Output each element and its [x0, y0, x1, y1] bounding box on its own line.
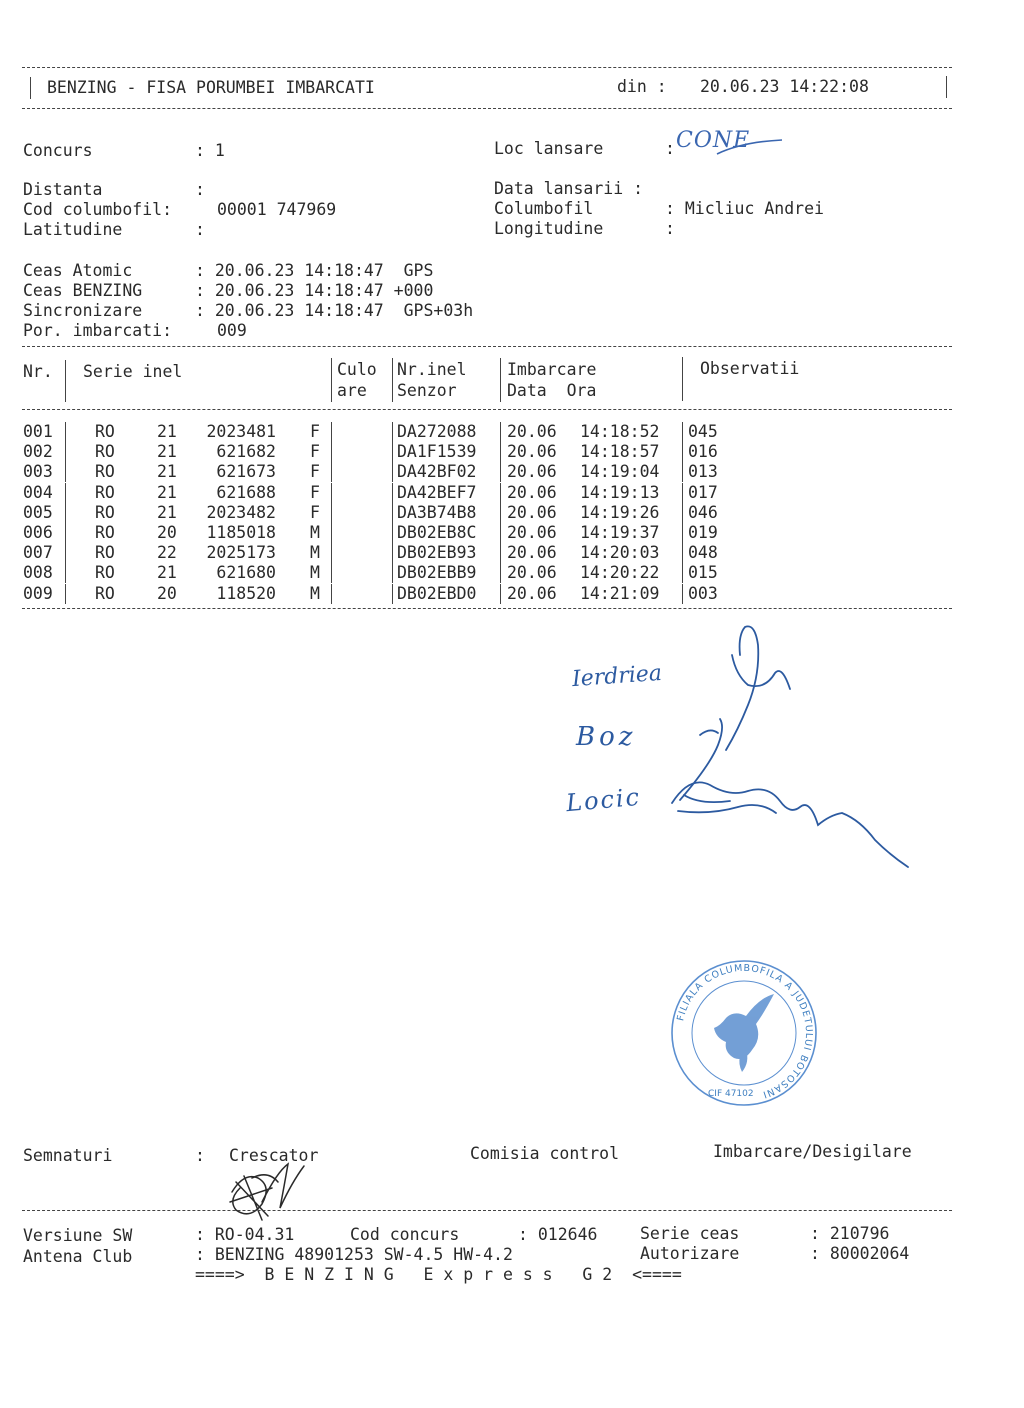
table-row — [0, 442, 1024, 462]
row-divider — [682, 483, 683, 503]
row-divider — [500, 543, 501, 563]
crescator-signature — [222, 1142, 332, 1232]
row-divider — [331, 584, 332, 604]
row-divider — [331, 563, 332, 583]
row-divider — [392, 503, 393, 523]
row-divider — [331, 503, 332, 523]
handwritten-note-1: Ierdriea — [571, 660, 663, 693]
row-country: RO — [95, 482, 115, 502]
club-stamp — [664, 958, 824, 1108]
row-ring: 2023482 — [206, 502, 276, 522]
row-divider — [682, 523, 683, 543]
row-date: 20.06 — [507, 563, 557, 583]
cod-columbofil-value: 00001 747969 — [217, 200, 337, 219]
row-obs: 013 — [688, 462, 718, 482]
row-date: 20.06 — [507, 442, 557, 462]
row-country: RO — [95, 543, 115, 563]
row-divider — [65, 503, 66, 523]
row-country: RO — [95, 502, 115, 522]
columbofil-label: Columbofil — [494, 199, 594, 218]
row-divider — [65, 442, 66, 462]
serie-ceas-value: : 210796 — [810, 1224, 890, 1243]
row-divider — [65, 422, 66, 442]
ceas-benzing-value: : 20.06.23 14:18:47 +000 — [195, 281, 434, 300]
col-header-serie: Serie inel — [83, 362, 183, 381]
loc-lansare-label: Loc lansare — [494, 139, 604, 158]
row-sex: F — [310, 462, 320, 482]
row-nr: 008 — [23, 563, 53, 583]
col-divider-nr — [65, 360, 66, 402]
col-header-observatii: Observatii — [700, 359, 800, 378]
row-sex: M — [310, 563, 320, 583]
row-time: 14:19:04 — [580, 462, 660, 482]
row-sex: M — [310, 543, 320, 563]
row-divider — [392, 462, 393, 482]
concurs-label: Concurs — [23, 141, 93, 160]
row-divider — [500, 503, 501, 523]
row-year: 20 — [157, 523, 177, 542]
row-time: 14:21:09 — [580, 583, 660, 603]
row-divider — [331, 543, 332, 563]
row-date: 20.06 — [507, 543, 557, 563]
row-ring: 621682 — [216, 442, 276, 462]
row-obs: 015 — [688, 563, 718, 583]
ceas-benzing-label: Ceas BENZING — [23, 281, 143, 300]
row-sensor: DB02EB93 — [397, 543, 477, 563]
row-divider — [392, 543, 393, 563]
row-obs: 046 — [688, 502, 718, 522]
row-ring: 118520 — [216, 583, 276, 603]
row-country: RO — [95, 462, 115, 482]
sincronizare-label: Sincronizare — [23, 301, 143, 320]
col-header-imbarcare-1: Imbarcare — [507, 360, 597, 379]
col-header-nrinel-1: Nr.inel — [397, 360, 467, 379]
row-divider — [682, 503, 683, 523]
signature-scribbles — [560, 615, 920, 885]
ceas-atomic-value: : 20.06.23 14:18:47 GPS — [195, 261, 434, 280]
header-left-bar — [30, 77, 31, 99]
row-year: 21 — [157, 422, 177, 441]
row-obs: 019 — [688, 523, 718, 542]
row-ring: 621688 — [216, 482, 276, 502]
row-sensor: DA42BF02 — [397, 462, 477, 482]
row-divider — [392, 584, 393, 604]
serie-ceas-label: Serie ceas — [640, 1224, 740, 1243]
row-divider — [392, 483, 393, 503]
row-divider — [500, 422, 501, 442]
semnaturi-colon: : — [195, 1146, 205, 1165]
row-time: 14:19:37 — [580, 523, 660, 542]
row-date: 20.06 — [507, 462, 557, 482]
table-row — [0, 584, 1024, 604]
row-sex: M — [310, 583, 320, 603]
row-divider — [65, 543, 66, 563]
longitudine-value: : — [665, 219, 675, 238]
row-divider — [500, 442, 501, 462]
row-date: 20.06 — [507, 422, 557, 441]
row-divider — [331, 462, 332, 482]
row-divider — [500, 462, 501, 482]
semnaturi-label: Semnaturi — [23, 1146, 113, 1165]
row-country: RO — [95, 563, 115, 583]
col-header-culoare-1: Culo — [337, 360, 377, 379]
col-divider-observatii — [682, 357, 683, 401]
row-divider — [500, 563, 501, 583]
row-ring: 2023481 — [206, 422, 276, 441]
row-divider — [65, 462, 66, 482]
row-country: RO — [95, 583, 115, 603]
latitudine-value: : — [195, 220, 205, 239]
table-row — [0, 422, 1024, 442]
row-sensor: DA42BEF7 — [397, 482, 477, 502]
row-sex: F — [310, 502, 320, 522]
row-ring: 621680 — [216, 563, 276, 583]
handwritten-note-3: Locic — [564, 782, 643, 818]
row-divider — [65, 563, 66, 583]
col-header-nr: Nr. — [23, 362, 53, 381]
row-year: 21 — [157, 442, 177, 462]
row-divider — [392, 523, 393, 543]
row-nr: 007 — [23, 543, 53, 563]
row-obs: 017 — [688, 482, 718, 502]
stamp-text: FILIALA COLUMBOFILA A JUDETULUI BOTOSANI — [675, 962, 815, 1101]
header-top-rule — [22, 67, 952, 68]
row-obs: 016 — [688, 442, 718, 462]
header-bottom-rule — [22, 108, 952, 109]
row-sex: F — [310, 482, 320, 502]
table-bottom-rule — [22, 608, 952, 609]
document-title: BENZING - FISA PORUMBEI IMBARCATI — [47, 78, 375, 97]
row-divider — [65, 584, 66, 604]
distanta-value: : — [195, 180, 205, 199]
table-row — [0, 483, 1024, 503]
row-divider — [682, 462, 683, 482]
row-nr: 009 — [23, 583, 53, 603]
row-divider — [500, 584, 501, 604]
row-divider — [331, 483, 332, 503]
distanta-label: Distanta — [23, 180, 103, 199]
antena-club-label: Antena Club — [23, 1247, 133, 1266]
row-time: 14:19:13 — [580, 482, 660, 502]
row-year: 20 — [157, 583, 177, 603]
row-year: 21 — [157, 563, 177, 583]
row-divider — [392, 422, 393, 442]
row-ring: 1185018 — [206, 523, 276, 542]
row-time: 14:20:22 — [580, 563, 660, 583]
col-divider-imbarcare — [500, 358, 501, 402]
sincronizare-value: : 20.06.23 14:18:47 GPS+03h — [195, 301, 474, 320]
row-time: 14:18:57 — [580, 442, 660, 462]
por-imbarcati-value: 009 — [217, 321, 247, 340]
row-date: 20.06 — [507, 523, 557, 542]
antena-club-value: : BENZING 48901253 SW-4.5 HW-4.2 — [195, 1245, 513, 1264]
row-divider — [500, 483, 501, 503]
row-divider — [682, 543, 683, 563]
row-nr: 006 — [23, 523, 53, 542]
table-row — [0, 503, 1024, 523]
footer-top-rule — [22, 1210, 952, 1211]
row-date: 20.06 — [507, 502, 557, 522]
col-header-culoare-2: are — [337, 381, 367, 400]
row-time: 14:18:52 — [580, 422, 660, 441]
table-row — [0, 563, 1024, 583]
imbarcare-desigilare-label: Imbarcare/Desigilare — [713, 1142, 912, 1161]
row-sensor: DB02EB8C — [397, 523, 477, 542]
por-imbarcati-label: Por. imbarcati: — [23, 321, 173, 340]
row-divider — [392, 563, 393, 583]
row-year: 22 — [157, 543, 177, 563]
row-sex: F — [310, 442, 320, 462]
table-row — [0, 462, 1024, 482]
date-label: din : — [617, 77, 667, 96]
row-divider — [65, 523, 66, 543]
row-nr: 005 — [23, 502, 53, 522]
row-obs: 048 — [688, 543, 718, 563]
date-value: 20.06.23 14:22:08 — [700, 77, 869, 96]
loc-lansare-value: : — [665, 139, 675, 158]
row-time: 14:19:26 — [580, 502, 660, 522]
row-sex: F — [310, 422, 320, 441]
row-nr: 002 — [23, 442, 53, 462]
col-divider-nrinel — [392, 358, 393, 402]
autorizare-label: Autorizare — [640, 1244, 740, 1263]
row-divider — [682, 563, 683, 583]
comisia-control-label: Comisia control — [470, 1144, 620, 1163]
latitudine-label: Latitudine — [23, 220, 123, 239]
row-ring: 621673 — [216, 462, 276, 482]
crescator-label: Crescator — [229, 1146, 319, 1165]
cod-concurs-value: : 012646 — [518, 1225, 598, 1244]
loc-lansare-handwritten: CONE — [676, 128, 751, 153]
row-country: RO — [95, 422, 115, 441]
col-header-imbarcare-2: Data Ora — [507, 381, 597, 400]
row-country: RO — [95, 523, 115, 542]
row-divider — [392, 442, 393, 462]
data-lansarii-label: Data lansarii : — [494, 179, 644, 198]
row-divider — [682, 442, 683, 462]
row-sensor: DB02EBB9 — [397, 563, 477, 583]
row-year: 21 — [157, 462, 177, 482]
row-year: 21 — [157, 502, 177, 522]
cod-concurs-label: Cod concurs — [350, 1225, 460, 1244]
row-obs: 003 — [688, 583, 718, 603]
benzing-express-banner: ====> B E N Z I N G E x p r e s s G 2 <==== — [195, 1265, 682, 1284]
row-divider — [682, 584, 683, 604]
row-ring: 2025173 — [206, 543, 276, 563]
versiune-sw-value: : RO-04.31 — [195, 1225, 295, 1244]
row-year: 21 — [157, 482, 177, 502]
row-divider — [331, 442, 332, 462]
columbofil-value: : Micliuc Andrei — [665, 199, 824, 218]
col-divider-culoare — [331, 358, 332, 402]
row-country: RO — [95, 442, 115, 462]
row-nr: 003 — [23, 462, 53, 482]
row-divider — [682, 422, 683, 442]
row-sex: M — [310, 523, 320, 542]
table-top-rule — [22, 346, 952, 347]
row-divider — [331, 523, 332, 543]
row-divider — [331, 422, 332, 442]
row-sensor: DA3B74B8 — [397, 502, 477, 522]
ceas-atomic-label: Ceas Atomic — [23, 261, 133, 280]
row-nr: 004 — [23, 482, 53, 502]
versiune-sw-label: Versiune SW — [23, 1226, 133, 1245]
stamp-cif: CIF 47102 — [708, 1089, 754, 1099]
table-row — [0, 523, 1024, 543]
row-sensor: DB02EBD0 — [397, 583, 477, 603]
row-date: 20.06 — [507, 482, 557, 502]
row-sensor: DA1F1539 — [397, 442, 477, 462]
row-date: 20.06 — [507, 583, 557, 603]
table-header-rule — [22, 409, 952, 410]
handwritten-note-2: Boz — [576, 722, 637, 752]
row-sensor: DA272088 — [397, 422, 477, 441]
row-divider — [65, 483, 66, 503]
col-header-nrinel-2: Senzor — [397, 381, 457, 400]
autorizare-value: : 80002064 — [810, 1244, 910, 1263]
header-right-bar — [946, 76, 947, 98]
cod-columbofil-label: Cod columbofil: — [23, 200, 173, 219]
loc-underline-stroke — [712, 132, 792, 162]
table-row — [0, 543, 1024, 563]
longitudine-label: Longitudine — [494, 219, 604, 238]
row-obs: 045 — [688, 422, 718, 441]
concurs-value: : 1 — [195, 141, 225, 160]
row-nr: 001 — [23, 422, 53, 441]
row-time: 14:20:03 — [580, 543, 660, 563]
row-divider — [500, 523, 501, 543]
